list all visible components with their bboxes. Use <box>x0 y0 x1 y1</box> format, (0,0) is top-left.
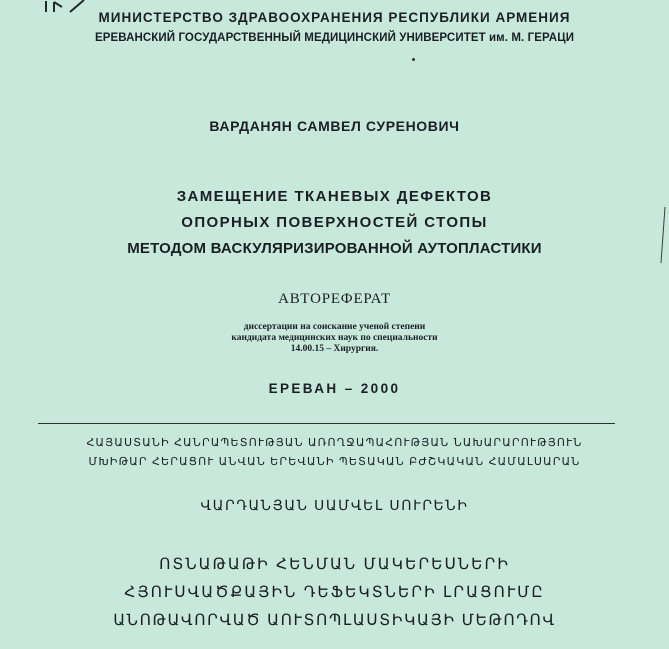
ministry-heading: МИНИСТЕРСТВО ЗДРАВООХРАНЕНИЯ РЕСПУБЛИКИ АРМЕНИЯ <box>98 10 571 25</box>
city-year: ЕРЕВАН – 2000 <box>268 381 401 396</box>
ink-speck <box>412 58 415 61</box>
author-name: ВАРДАНЯН САМВЕЛ СУРЕНОВИЧ <box>209 118 460 134</box>
title-line-2: ОПОРНЫХ ПОВЕРХНОСТЕЙ СТОПЫ <box>181 214 488 231</box>
armenian-ministry: ՀԱՅԱՍՏԱՆԻ ՀԱՆՐԱՊԵՏՈՒԹՅԱՆ ԱՌՈՂՋԱՊԱՀՈՒԹՅԱՆ ՆԱԽԱՐԱՐՈՒԹՅՈՒՆ <box>86 437 583 449</box>
section-divider <box>38 423 615 424</box>
description-line-3: 14.00.15 – Хирургия. <box>290 344 379 354</box>
armenian-author: ՎԱՐԴԱՆՅԱՆ ՍԱՄՎԵԼ ՍՈՒՐԵՆԻ <box>200 497 469 513</box>
university-heading: ЕРЕВАНСКИЙ ГОСУДАРСТВЕННЫЙ МЕДИЦИНСКИЙ УНИВЕРСИТЕТ им. М. ГЕРАЦИ <box>94 32 575 44</box>
title-line-1: ЗАМЕЩЕНИЕ ТКАНЕВЫХ ДЕФЕКТОВ <box>176 188 493 205</box>
description-line-2: кандидата медицинских наук по специальности <box>231 333 438 343</box>
document-type: АВТОРЕФЕРАТ <box>278 291 391 307</box>
armenian-title-line-3: ԱՆՈԹԱՎՈՐՎԱԾ ԱՈՒՏՈՊԼԱՍՏԻԿԱՅԻ ՄԵԹՈԴՈՎ <box>113 612 556 629</box>
armenian-title-line-1: ՈՏՆԱԹԱԹԻ ՀԵՆՄԱՆ ՄԱԿԵՐԵՍՆԵՐԻ <box>159 556 510 573</box>
armenian-title-line-2: ՀՅՈՒՍՎԱԾՔԱՅԻՆ ԴԵՖԵԿՏՆԵՐԻ ԼՐԱՑՈՒՄԸ <box>124 584 545 601</box>
title-line-3: МЕТОДОМ ВАСКУЛЯРИЗИРОВАННОЙ АУТОПЛАСТИКИ <box>127 240 542 257</box>
description-line-1: диссертации на соискание ученой степени <box>243 322 426 332</box>
armenian-university: ՄԽԻԹԱՐ ՀԵՐԱՑՈՒ ԱՆՎԱՆ ԵՐԵՎԱՆԻ ՊԵՏԱԿԱՆ ԲԺՇԿԱԿԱՆ ՀԱՄԱԼՍԱՐԱՆ <box>88 456 581 468</box>
edge-mark <box>659 205 667 265</box>
